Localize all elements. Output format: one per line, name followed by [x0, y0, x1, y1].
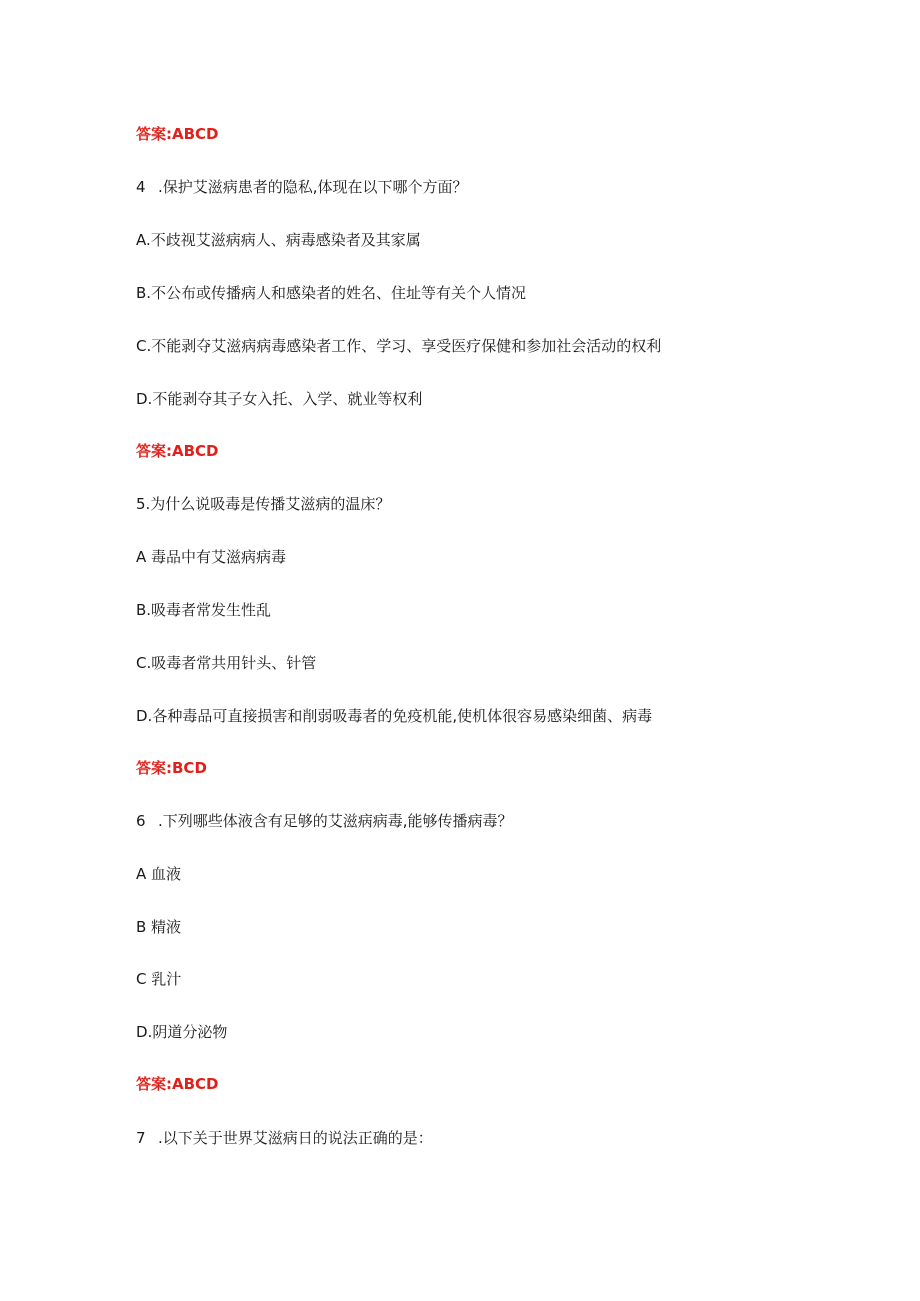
question-number: 4	[136, 178, 146, 196]
question-text: .保护艾滋病患者的隐私,体现在以下哪个方面？	[158, 178, 468, 196]
option-4a: A.不歧视艾滋病病人、病毒感染者及其家属	[136, 231, 421, 249]
option-6d: D.阴道分泌物	[136, 1023, 228, 1041]
question-number: 6	[136, 812, 146, 830]
option-5d: D.各种毒品可直接损害和削弱吸毒者的免疫机能,使机体很容易感染细菌、病毒	[136, 707, 653, 725]
question-6	[136, 811, 513, 831]
question-number: 7	[136, 1129, 146, 1147]
answer-q3: 答案:ABCD	[136, 125, 219, 143]
question-text: .以下关于世界艾滋病日的说法正确的是：	[158, 1129, 433, 1147]
option-5b: B.吸毒者常发生性乱	[136, 601, 272, 619]
option-4b: B.不公布或传播病人和感染者的姓名、住址等有关个人情况	[136, 284, 527, 302]
answer-q5: 答案:BCD	[136, 759, 207, 777]
question-7	[136, 1128, 433, 1148]
question-4	[136, 177, 468, 197]
answer-q6: 答案:ABCD	[136, 1075, 219, 1093]
option-6b: B 精液	[136, 918, 182, 936]
option-5c: C.吸毒者常共用针头、针管	[136, 654, 317, 672]
answer-q4: 答案:ABCD	[136, 442, 219, 460]
option-5a: A 毒品中有艾滋病病毒	[136, 548, 287, 566]
option-4c: C.不能剥夺艾滋病病毒感染者工作、学习、享受医疗保健和参加社会活动的权利	[136, 337, 662, 355]
question-5: 5.为什么说吸毒是传播艾滋病的温床？	[136, 495, 391, 513]
question-text: .下列哪些体液含有足够的艾滋病病毒,能够传播病毒？	[158, 812, 513, 830]
option-6c: C 乳汁	[136, 970, 182, 988]
option-6a: A 血液	[136, 865, 182, 883]
option-4d: D.不能剥夺其子女入托、入学、就业等权利	[136, 390, 423, 408]
